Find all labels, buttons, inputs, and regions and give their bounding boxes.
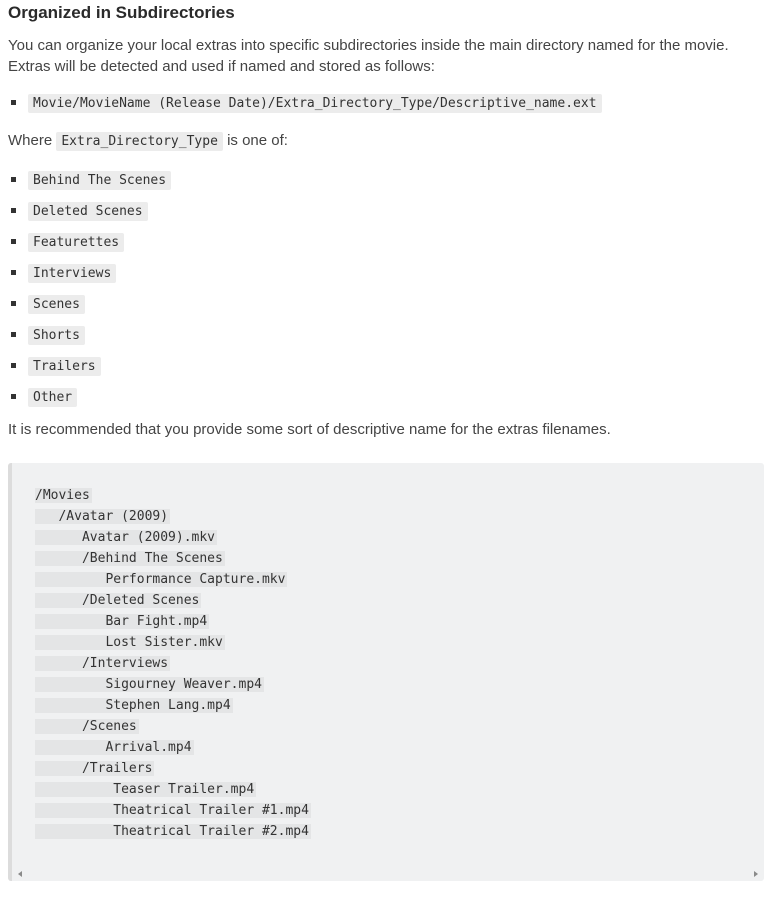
code-block[interactable] — [8, 463, 764, 881]
code-line-text: Bar Fight.mp4 — [35, 614, 208, 629]
square-bullet-icon — [11, 177, 16, 182]
code-line-text: Sigourney Weaver.mp4 — [35, 677, 262, 692]
code-line-text: /Behind The Scenes — [35, 551, 223, 566]
extra-type-code: Other — [28, 388, 77, 407]
square-bullet-icon — [11, 239, 16, 244]
code-line — [35, 695, 311, 716]
code-line-text: Teaser Trailer.mp4 — [35, 782, 255, 797]
code-line-text: /Trailers — [35, 761, 153, 776]
code-line — [35, 611, 311, 632]
code-line — [35, 632, 311, 653]
directory-tree-code — [35, 485, 311, 842]
scroll-left-arrow-icon[interactable] — [18, 871, 22, 877]
code-line — [35, 800, 311, 821]
code-line — [35, 506, 311, 527]
path-pattern-code: Movie/MovieName (Release Date)/Extra_Directory_Type/Descriptive_name.ext — [28, 94, 602, 113]
extra-type-code: Trailers — [28, 357, 101, 376]
square-bullet-icon — [11, 270, 16, 275]
list-item — [8, 93, 764, 124]
extra-directory-type-code: Extra_Directory_Type — [56, 132, 223, 151]
where-text-after: is one of: — [227, 132, 288, 149]
square-bullet-icon — [11, 363, 16, 368]
code-line — [35, 821, 311, 842]
extra-types-list — [8, 170, 764, 418]
code-line-text: Avatar (2009).mkv — [35, 530, 216, 545]
list-item — [8, 356, 764, 387]
list-item — [8, 325, 764, 356]
extra-type-code: Featurettes — [28, 233, 124, 252]
extra-type-code: Interviews — [28, 264, 116, 283]
code-line-text: /Scenes — [35, 719, 137, 734]
list-item — [8, 201, 764, 232]
square-bullet-icon — [11, 301, 16, 306]
square-bullet-icon — [11, 394, 16, 399]
code-line — [35, 653, 311, 674]
extra-type-code: Shorts — [28, 326, 85, 345]
code-line — [35, 527, 311, 548]
code-line — [35, 590, 311, 611]
code-line-text: Stephen Lang.mp4 — [35, 698, 231, 713]
path-pattern-list — [8, 93, 764, 124]
code-line — [35, 485, 311, 506]
square-bullet-icon — [11, 208, 16, 213]
code-line — [35, 548, 311, 569]
scroll-right-arrow-icon[interactable] — [754, 871, 758, 877]
recommendation-paragraph: It is recommended that you provide some sort of descriptive name for the extras filenames. — [8, 421, 611, 438]
code-line — [35, 758, 311, 779]
square-bullet-icon — [11, 332, 16, 337]
code-line-text: /Interviews — [35, 656, 169, 671]
code-line-text: Theatrical Trailer #2.mp4 — [35, 824, 309, 839]
code-line-text: /Deleted Scenes — [35, 593, 200, 608]
code-line — [35, 674, 311, 695]
list-item — [8, 170, 764, 201]
code-line — [35, 716, 311, 737]
code-line — [35, 569, 311, 590]
where-text-before: Where — [8, 132, 53, 149]
section-heading: Organized in Subdirectories — [8, 3, 235, 22]
code-line — [35, 737, 311, 758]
code-line — [35, 779, 311, 800]
extra-type-code: Behind The Scenes — [28, 171, 171, 190]
code-line-text: /Avatar (2009) — [35, 509, 169, 524]
code-line-text: /Movies — [35, 488, 90, 503]
list-item — [8, 387, 764, 418]
square-bullet-icon — [11, 100, 16, 105]
intro-paragraph: You can organize your local extras into specific subdirectories inside the main directory named for the movie. Extras will be detected and used if named and stored as follows: — [8, 37, 729, 75]
extra-type-code: Scenes — [28, 295, 85, 314]
code-line-text: Arrival.mp4 — [35, 740, 192, 755]
extra-type-code: Deleted Scenes — [28, 202, 148, 221]
list-item — [8, 294, 764, 325]
list-item — [8, 232, 764, 263]
code-line-text: Performance Capture.mkv — [35, 572, 286, 587]
article-content — [8, 0, 764, 881]
code-line-text: Theatrical Trailer #1.mp4 — [35, 803, 309, 818]
where-paragraph — [8, 130, 764, 152]
code-line-text: Lost Sister.mkv — [35, 635, 223, 650]
list-item — [8, 263, 764, 294]
